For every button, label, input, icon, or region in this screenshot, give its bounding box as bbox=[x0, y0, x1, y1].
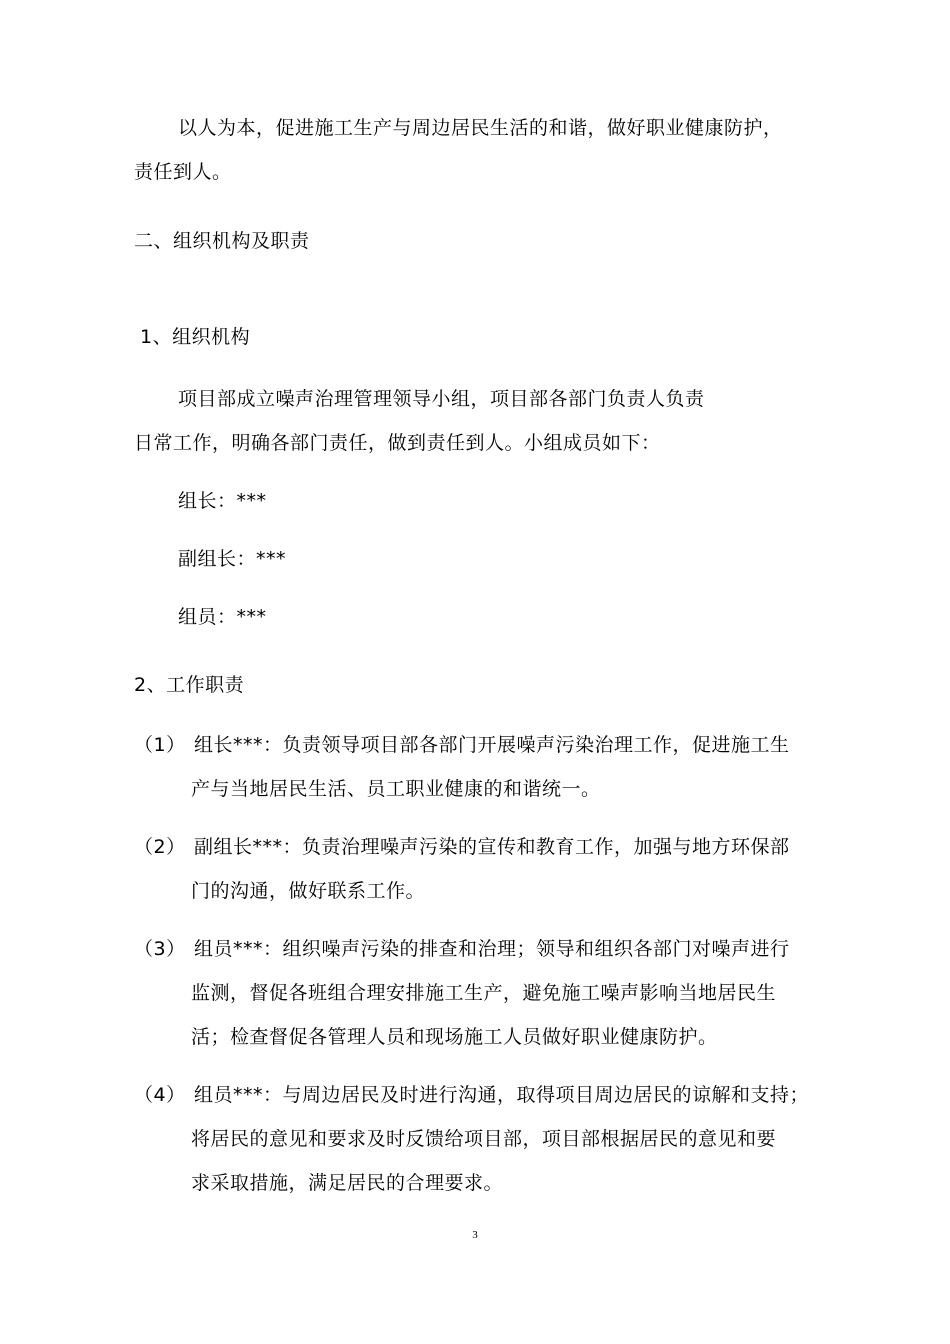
subsection-heading-1: 1、组织机构 bbox=[140, 326, 251, 348]
section-heading: 二、组织机构及职责 bbox=[134, 230, 310, 252]
duty-2-line-1: 副组长***：负责治理噪声污染的宣传和教育工作，加强与地方环保部 bbox=[194, 836, 790, 858]
duty-3-line-3: 活；检查督促各管理人员和现场施工人员做好职业健康防护。 bbox=[191, 1026, 718, 1048]
paragraph-line-1: 项目部成立噪声治理管理领导小组，项目部各部门负责人负责 bbox=[178, 388, 705, 410]
duty-number-2: （2） bbox=[134, 836, 186, 858]
duty-2-line-2: 门的沟通，做好联系工作。 bbox=[191, 880, 426, 902]
duty-number-4: （4） bbox=[134, 1084, 186, 1106]
page-number: 3 bbox=[472, 1229, 478, 1241]
duty-4-line-1: 组员***：与周边居民及时进行沟通，取得项目周边居民的谅解和支持； bbox=[194, 1084, 810, 1106]
member-deputy: 副组长：*** bbox=[178, 548, 287, 570]
subsection-heading-2: 2、工作职责 bbox=[134, 674, 245, 696]
duty-number-3: （3） bbox=[134, 938, 186, 960]
duty-4-line-2: 将居民的意见和要求及时反馈给项目部，项目部根据居民的意见和要 bbox=[191, 1128, 777, 1150]
member-staff: 组员：*** bbox=[178, 606, 267, 628]
duty-4-line-3: 求采取措施，满足居民的合理要求。 bbox=[191, 1172, 504, 1194]
member-leader: 组长：*** bbox=[178, 490, 267, 512]
duty-1-line-1: 组长***：负责领导项目部各部门开展噪声污染治理工作，促进施工生 bbox=[194, 734, 790, 756]
intro-line-1: 以人为本，促进施工生产与周边居民生活的和谐，做好职业健康防护， bbox=[178, 117, 783, 139]
duty-3-line-2: 监测，督促各班组合理安排施工生产，避免施工噪声影响当地居民生 bbox=[191, 982, 777, 1004]
duty-number-1: （1） bbox=[134, 734, 186, 756]
intro-line-2: 责任到人。 bbox=[134, 161, 232, 183]
duty-1-line-2: 产与当地居民生活、员工职业健康的和谐统一。 bbox=[191, 778, 601, 800]
duty-3-line-1: 组员***：组织噪声污染的排查和治理；领导和组织各部门对噪声进行 bbox=[194, 938, 790, 960]
paragraph-line-2: 日常工作，明确各部门责任，做到责任到人。小组成员如下： bbox=[134, 432, 661, 454]
